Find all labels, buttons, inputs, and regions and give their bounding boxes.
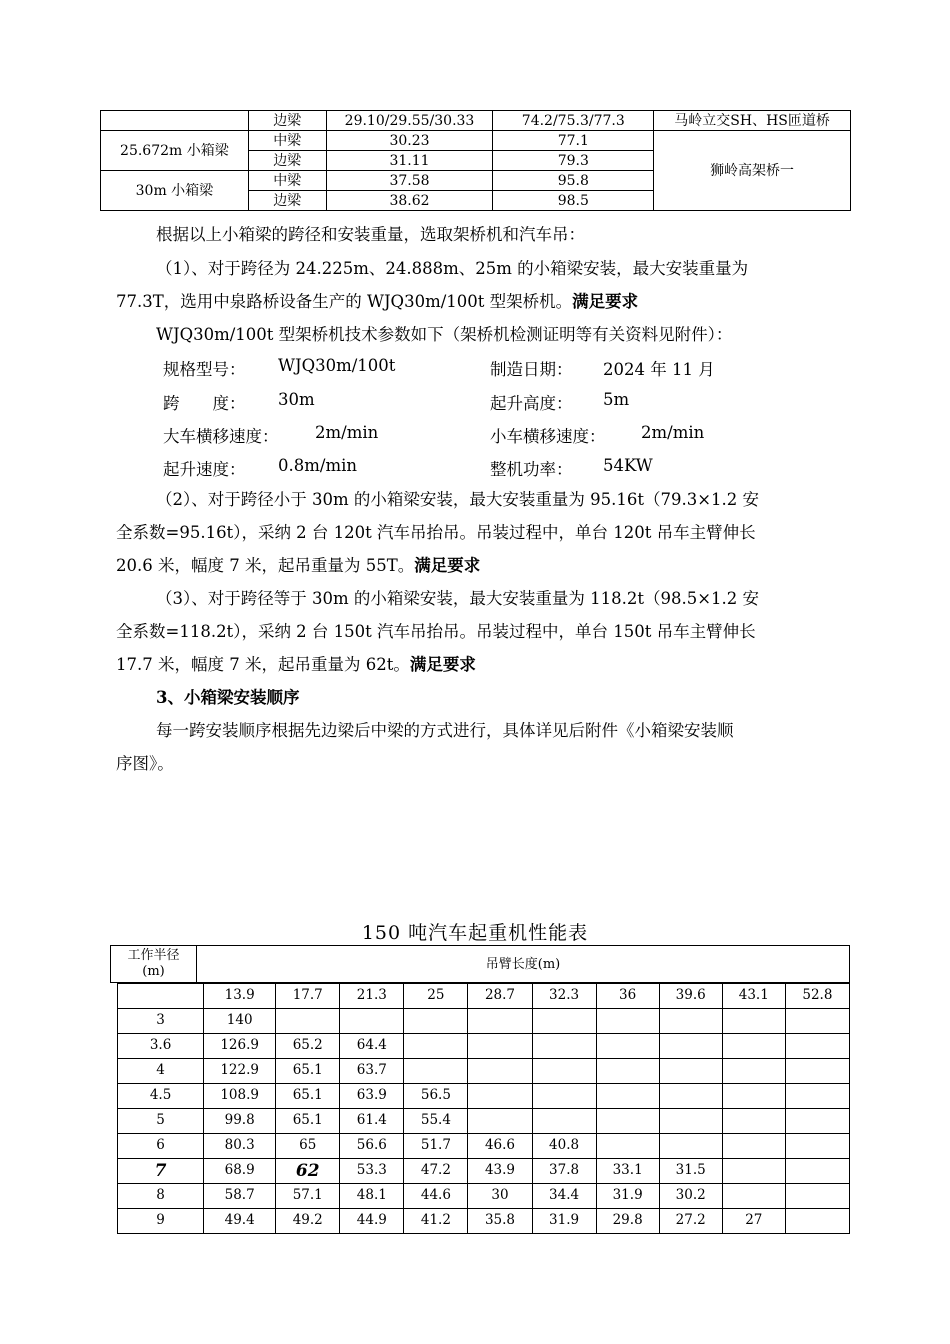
radius-cell: 9 [118, 1209, 204, 1234]
boom-header-cell: 吊臂长度(m) [197, 946, 850, 983]
spec-big-car-label: 大车横移速度： [163, 427, 279, 446]
beam-group-cell: 30m 小箱梁 [101, 171, 249, 211]
load-cell: 46.6 [468, 1134, 532, 1159]
load-cell: 31.5 [659, 1159, 722, 1184]
spec-date-value: 2024 年 11 月 [603, 360, 715, 379]
spec-lift-height-label: 起升高度： [490, 394, 573, 413]
load-cell [785, 1134, 849, 1159]
load-cell [722, 1109, 785, 1134]
beam-length-cell: 38.62 [326, 191, 493, 211]
beam-type-cell: 中梁 [248, 131, 326, 151]
load-cell: 56.5 [404, 1084, 468, 1109]
table-row [118, 1009, 850, 1034]
boom-length-cell: 36 [596, 984, 659, 1009]
beam-table [100, 110, 851, 211]
spec-power-label: 整机功率： [490, 460, 573, 479]
radius-cell: 3 [118, 1009, 204, 1034]
boom-length-cell: 52.8 [785, 984, 849, 1009]
beam-length-cell: 30.23 [326, 131, 493, 151]
load-cell: 30.2 [659, 1184, 722, 1209]
crane-table-title: 150 吨汽车起重机性能表 [361, 922, 589, 944]
load-cell [596, 1034, 659, 1059]
load-cell: 63.9 [340, 1084, 404, 1109]
crane-table-header [110, 945, 850, 983]
load-cell: 65.2 [276, 1034, 340, 1059]
item-1-line-2: 77.3T，选用中泉路桥设备生产的 WJQ30m/100t 型架桥机。 [116, 292, 573, 311]
spec-model-value: WJQ30m/100t [278, 356, 396, 375]
boom-length-cell: 43.1 [722, 984, 785, 1009]
load-cell: 99.8 [204, 1109, 276, 1134]
beam-length-cell: 29.10/29.55/30.33 [326, 111, 493, 131]
sequence-line-2: 序图》。 [116, 754, 174, 773]
load-cell: 68.9 [204, 1159, 276, 1184]
item-3-line-3: 17.7 米，幅度 7 米，起吊重量为 62t。 [116, 655, 410, 674]
spec-lift-speed-value: 0.8m/min [278, 456, 357, 475]
load-cell [722, 1084, 785, 1109]
load-cell [596, 1059, 659, 1084]
bridge-cell: 马岭立交SH、HS匝道桥 [654, 111, 851, 131]
load-cell [532, 1009, 596, 1034]
load-cell: 64.4 [340, 1034, 404, 1059]
load-cell: 108.9 [204, 1084, 276, 1109]
load-cell [596, 1084, 659, 1109]
spec-span-value: 30m [278, 390, 315, 409]
load-cell: 47.2 [404, 1159, 468, 1184]
table-row [101, 131, 851, 151]
radius-cell: 6 [118, 1134, 204, 1159]
load-cell: 31.9 [532, 1209, 596, 1234]
table-row [118, 984, 850, 1009]
load-cell [596, 1009, 659, 1034]
load-cell [785, 1034, 849, 1059]
load-cell: 49.2 [276, 1209, 340, 1234]
requirement-met-label: 满足要求 [414, 556, 481, 575]
table-row [118, 1134, 850, 1159]
load-cell [785, 1159, 849, 1184]
load-cell [785, 1184, 849, 1209]
boom-length-cell: 17.7 [276, 984, 340, 1009]
load-cell: 65.1 [276, 1109, 340, 1134]
spec-model-label: 规格型号： [163, 360, 246, 379]
bridge-cell: 狮岭高架桥一 [654, 131, 851, 211]
item-2-line-2: 全系数=95.16t），采纳 2 台 120t 汽车吊抬吊。吊装过程中，单台 120t 吊车主臂伸长 [116, 523, 756, 542]
table-row [101, 111, 851, 131]
beam-group-cell: 25.672m 小箱梁 [101, 131, 249, 171]
beam-group-cell [101, 111, 249, 131]
load-cell [596, 1134, 659, 1159]
load-cell: 53.3 [340, 1159, 404, 1184]
load-cell [340, 1009, 404, 1034]
beam-weight-cell: 95.8 [493, 171, 654, 191]
boom-length-cell: 25 [404, 984, 468, 1009]
load-cell: 37.8 [532, 1159, 596, 1184]
beam-type-cell: 边梁 [248, 151, 326, 171]
load-cell: 65.1 [276, 1059, 340, 1084]
spec-small-car-value: 2m/min [641, 423, 705, 442]
beam-length-cell: 37.58 [326, 171, 493, 191]
radius-cell: 8 [118, 1184, 204, 1209]
load-cell [785, 1109, 849, 1134]
section-heading: 3、小箱梁安装顺序 [156, 688, 300, 707]
item-2-line-3: 20.6 米，幅度 7 米，起吊重量为 55T。 [116, 556, 415, 575]
load-cell [659, 1059, 722, 1084]
boom-length-cell: 39.6 [659, 984, 722, 1009]
spec-lift-height-value: 5m [603, 390, 630, 409]
item-1-line-2-wrap [116, 285, 836, 318]
boom-length-cell: 28.7 [468, 984, 532, 1009]
table-row [118, 1209, 850, 1234]
load-cell: 61.4 [340, 1109, 404, 1134]
intro-paragraph: 根据以上小箱梁的跨径和安装重量，选取架桥机和汽车吊： [156, 225, 585, 244]
load-cell: 41.2 [404, 1209, 468, 1234]
radius-header-cell: 工作半径(m) [111, 946, 197, 983]
load-cell: 48.1 [340, 1184, 404, 1209]
load-cell [659, 1084, 722, 1109]
spec-span-label: 跨 度： [163, 394, 246, 413]
beam-weight-cell: 74.2/75.3/77.3 [493, 111, 654, 131]
item-1-line-1: （1）、对于跨径为 24.225m、24.888m、25m 的小箱梁安装，最大安装重量为 [156, 259, 749, 278]
load-cell [659, 1109, 722, 1134]
beam-weight-cell: 77.1 [493, 131, 654, 151]
load-cell: 27 [722, 1209, 785, 1234]
load-cell [596, 1109, 659, 1134]
load-cell [785, 1084, 849, 1109]
load-cell: 56.6 [340, 1134, 404, 1159]
radius-cell: 3.6 [118, 1034, 204, 1059]
load-cell: 44.6 [404, 1184, 468, 1209]
load-cell [722, 1184, 785, 1209]
radius-cell: 4.5 [118, 1084, 204, 1109]
boom-length-cell: 32.3 [532, 984, 596, 1009]
load-cell [785, 1059, 849, 1084]
table-row [118, 1084, 850, 1109]
load-cell: 30 [468, 1184, 532, 1209]
requirement-met-label: 满足要求 [409, 655, 476, 674]
load-cell: 58.7 [204, 1184, 276, 1209]
load-cell: 44.9 [340, 1209, 404, 1234]
spec-small-car-label: 小车横移速度： [490, 427, 606, 446]
table-row [118, 1034, 850, 1059]
crane-table-body [118, 1009, 850, 1234]
item-1-paragraph [116, 252, 836, 285]
load-cell [468, 1059, 532, 1084]
crane-table [117, 983, 850, 1234]
table-row [118, 1059, 850, 1084]
sequence-line-1: 每一跨安装顺序根据先边梁后中梁的方式进行，具体详见后附件《小箱梁安装顺 [156, 721, 734, 740]
load-cell: 33.1 [596, 1159, 659, 1184]
load-cell: 80.3 [204, 1134, 276, 1159]
load-cell: 62 [276, 1159, 340, 1184]
item-3-line-1: （3）、对于跨径等于 30m 的小箱梁安装，最大安装重量为 118.2t（98.5×1.2 安 [156, 589, 760, 608]
load-cell: 65.1 [276, 1084, 340, 1109]
load-cell: 55.4 [404, 1109, 468, 1134]
load-cell: 29.8 [596, 1209, 659, 1234]
load-cell: 31.9 [596, 1184, 659, 1209]
load-cell: 65 [276, 1134, 340, 1159]
load-cell: 122.9 [204, 1059, 276, 1084]
table-row [118, 1159, 850, 1184]
beam-type-cell: 中梁 [248, 171, 326, 191]
load-cell: 49.4 [204, 1209, 276, 1234]
load-cell [532, 1059, 596, 1084]
load-cell [468, 1084, 532, 1109]
spec-intro-text: WJQ30m/100t 型架桥机技术参数如下（架桥机检测证明等有关资料见附件）： [156, 325, 733, 344]
radius-cell: 7 [118, 1159, 204, 1184]
table-row [111, 946, 850, 983]
spec-intro-paragraph [116, 318, 836, 351]
load-cell: 40.8 [532, 1134, 596, 1159]
item-3-line-3-wrap [116, 648, 836, 681]
item-2-line-1: （2）、对于跨径小于 30m 的小箱梁安装，最大安装重量为 95.16t（79.3×1.2 安 [156, 490, 760, 509]
table-row [118, 1109, 850, 1134]
beam-type-cell: 边梁 [248, 111, 326, 131]
spec-power-value: 54KW [603, 456, 653, 475]
load-cell: 140 [204, 1009, 276, 1034]
spec-date-label: 制造日期： [490, 360, 573, 379]
load-cell [785, 1009, 849, 1034]
load-cell [722, 1059, 785, 1084]
load-cell [722, 1034, 785, 1059]
spec-big-car-value: 2m/min [315, 423, 379, 442]
beam-weight-cell: 98.5 [493, 191, 654, 211]
load-cell [404, 1034, 468, 1059]
table-row [118, 1184, 850, 1209]
load-cell [276, 1009, 340, 1034]
load-cell [404, 1059, 468, 1084]
load-cell [785, 1209, 849, 1234]
load-cell: 35.8 [468, 1209, 532, 1234]
load-cell: 34.4 [532, 1184, 596, 1209]
load-cell: 63.7 [340, 1059, 404, 1084]
beam-type-cell: 边梁 [248, 191, 326, 211]
load-cell [659, 1009, 722, 1034]
load-cell [532, 1034, 596, 1059]
load-cell [532, 1084, 596, 1109]
item-3-line-2: 全系数=118.2t），采纳 2 台 150t 汽车吊抬吊。吊装过程中，单台 150t 吊车主臂伸长 [116, 622, 756, 641]
load-cell: 51.7 [404, 1134, 468, 1159]
beam-length-cell: 31.11 [326, 151, 493, 171]
load-cell: 57.1 [276, 1184, 340, 1209]
load-cell [722, 1159, 785, 1184]
load-cell [659, 1134, 722, 1159]
beam-weight-cell: 79.3 [493, 151, 654, 171]
boom-length-cell: 21.3 [340, 984, 404, 1009]
spec-lift-speed-label: 起升速度： [163, 460, 246, 479]
load-cell [468, 1009, 532, 1034]
load-cell [468, 1034, 532, 1059]
radius-cell [118, 984, 204, 1009]
load-cell [404, 1009, 468, 1034]
radius-cell: 5 [118, 1109, 204, 1134]
load-cell: 27.2 [659, 1209, 722, 1234]
boom-length-cell: 13.9 [204, 984, 276, 1009]
load-cell: 126.9 [204, 1034, 276, 1059]
item-2-line-3-wrap [116, 549, 836, 582]
requirement-met-label: 满足要求 [572, 292, 639, 311]
load-cell [532, 1109, 596, 1134]
radius-cell: 4 [118, 1059, 204, 1084]
load-cell: 43.9 [468, 1159, 532, 1184]
load-cell [722, 1009, 785, 1034]
load-cell [722, 1134, 785, 1159]
load-cell [468, 1109, 532, 1134]
load-cell [659, 1034, 722, 1059]
